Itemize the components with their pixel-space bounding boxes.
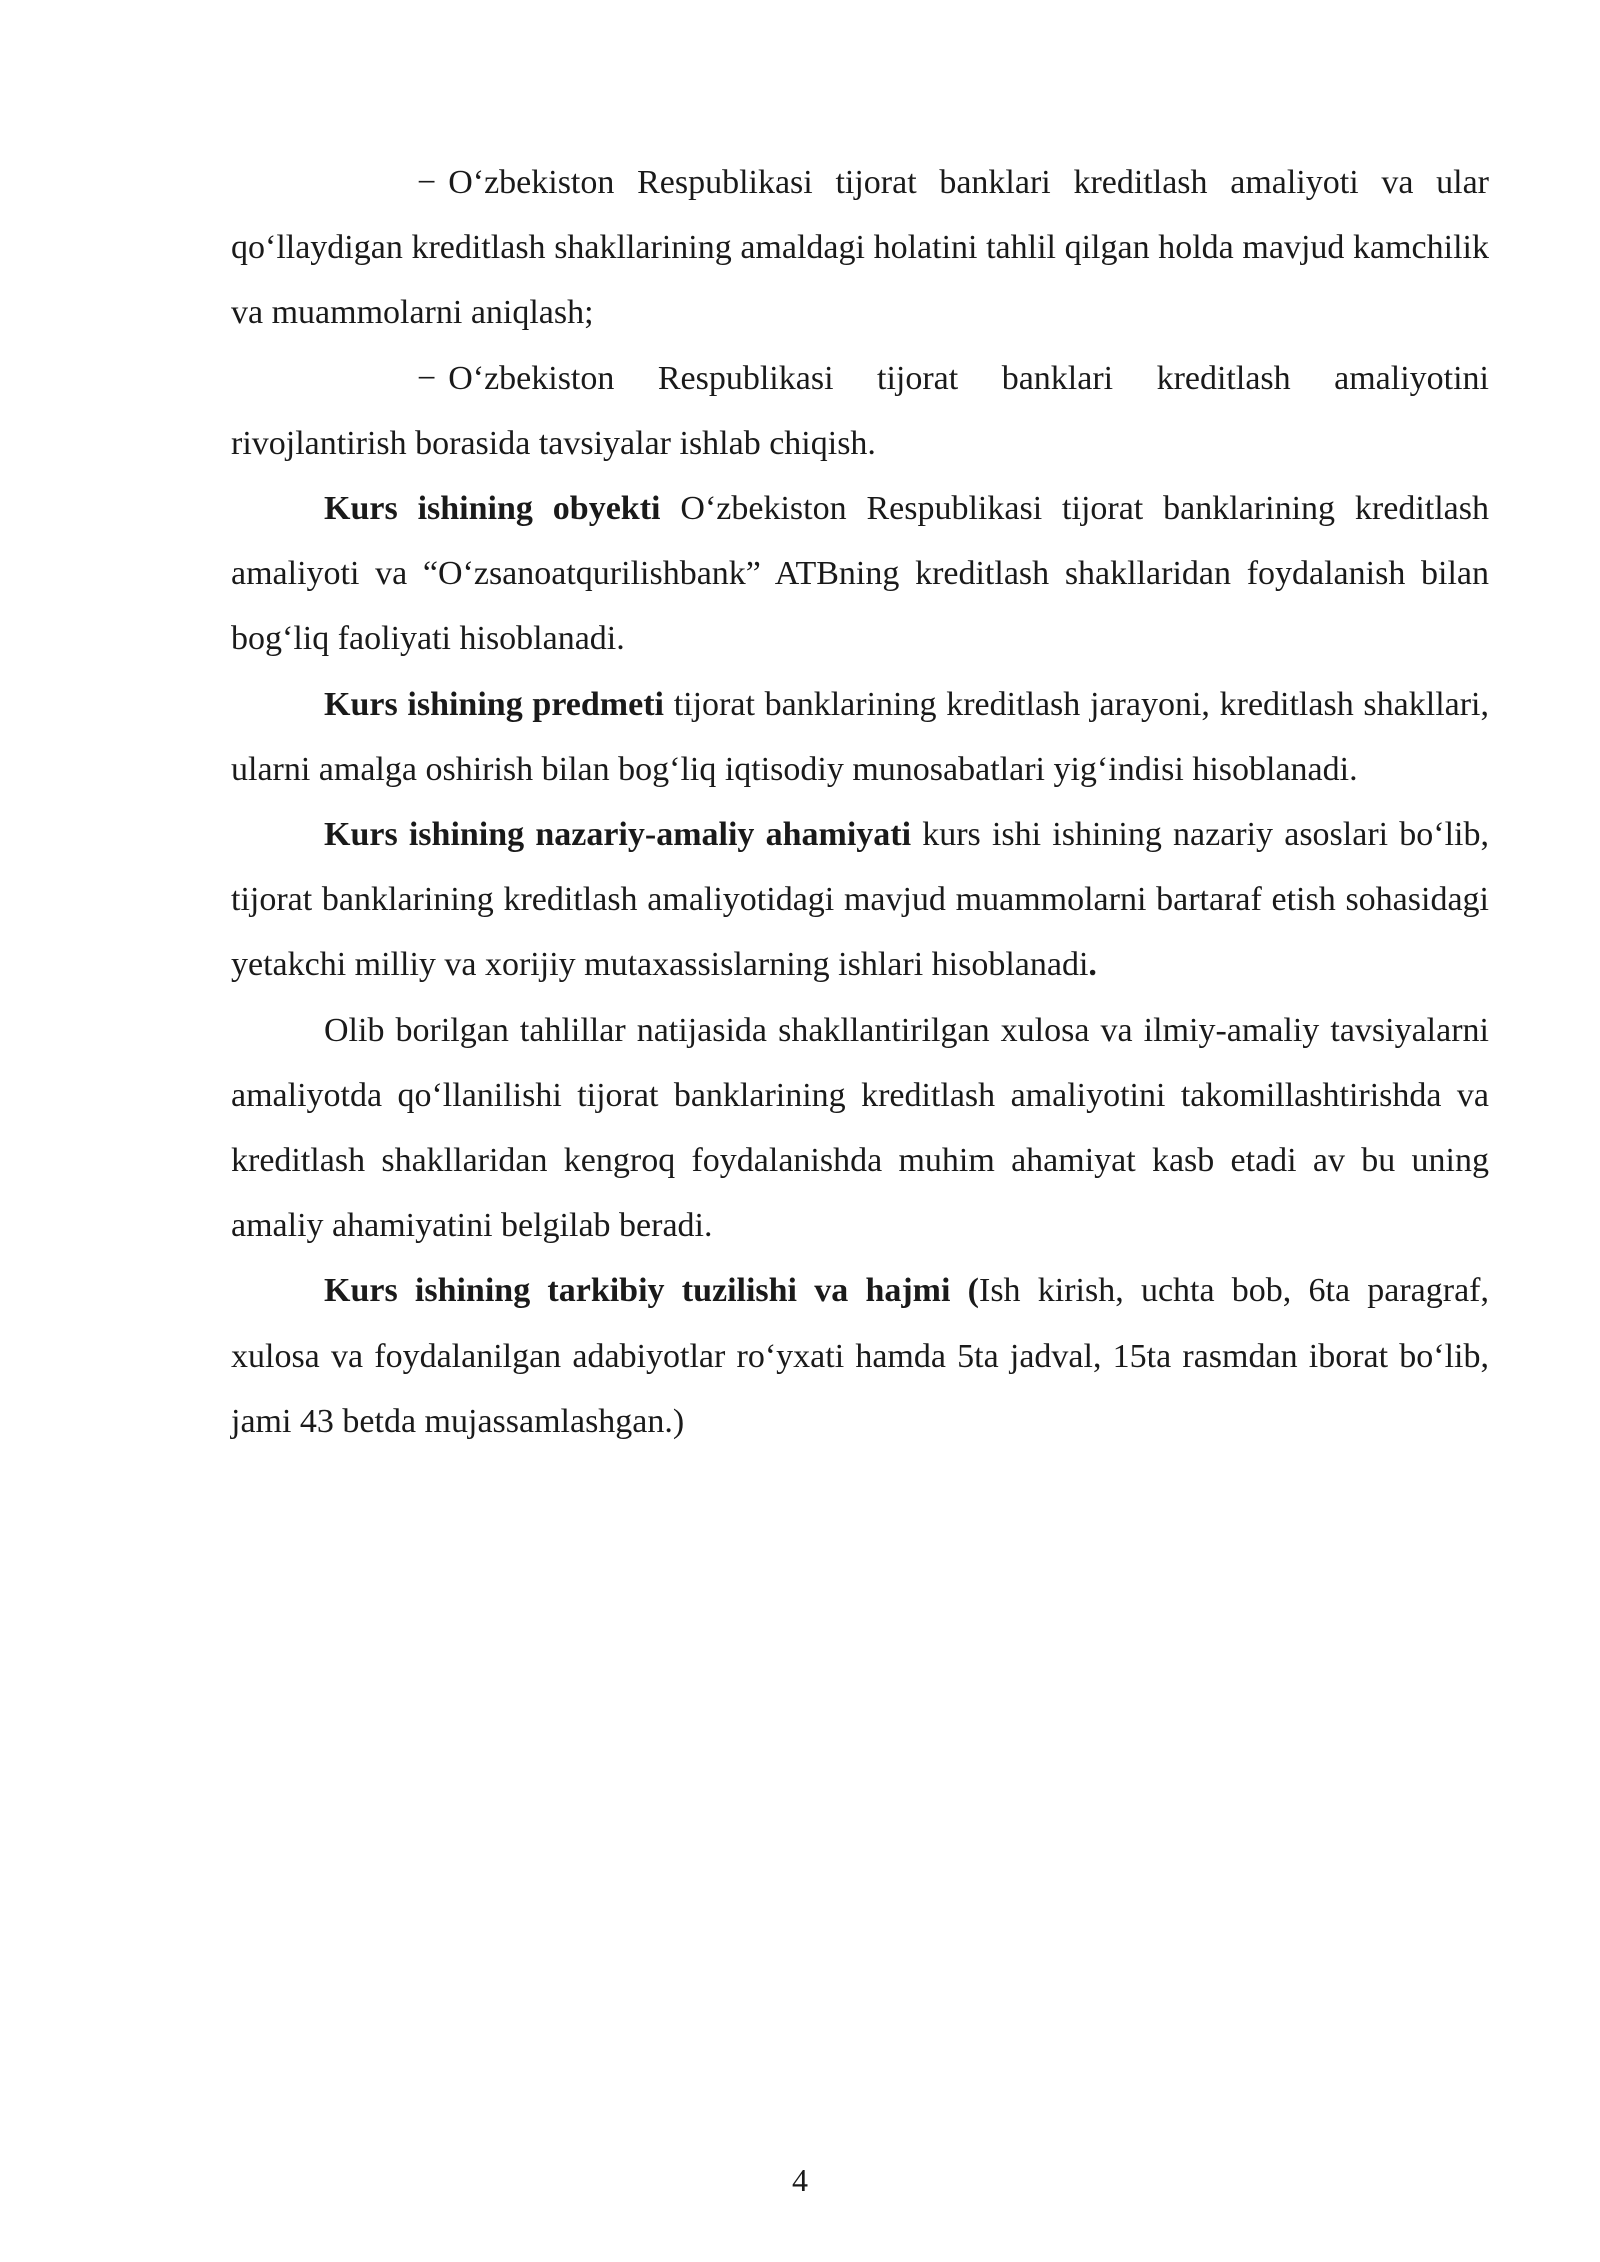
paragraph-heading: Kurs ishining tarkibiy tuzilishi va hajmi ( [324, 1272, 979, 1310]
page-number: 4 [792, 2162, 808, 2198]
paragraph-end-period: . [1088, 946, 1097, 984]
paragraph-heading: Kurs ishining predmeti [324, 685, 664, 723]
paragraph-subject [231, 672, 1489, 802]
paragraph-text: Olib borilgan tahlillar natijasida shakllantirilgan xulosa va ilmiy-amaliy tavsiyalarni amaliyotda qo‘llanilishi tijorat banklarining kreditlash amaliyotini takomillashtirishda va kreditlash shakllaridan kengroq foydalanishda muhim ahamiyat kasb etadi av bu uning amaliy ahamiyatini belgilab beradi. [231, 1011, 1489, 1245]
bullet-text: O‘zbekiston Respublikasi tijorat banklari kreditlash amaliyotini rivojlantirish borasida tavsiyalar ishlab chiqish. [231, 359, 1489, 462]
paragraph-heading: Kurs ishining obyekti [324, 490, 661, 528]
page-body [231, 150, 1489, 1454]
paragraph-text: O‘zbekiston Respublikasi tijorat banklarining kreditlash amaliyoti va “O‘zsanoatqurilishbank” ATBning kreditlash shakllaridan foydalanish bilan bog‘liq faoliyati hisoblanadi. [231, 490, 1489, 658]
bullet-item-1 [231, 150, 1489, 346]
paragraph-results [231, 998, 1489, 1259]
bullet-text: O‘zbekiston Respublikasi tijorat banklari kreditlash amaliyoti va ular qo‘llaydigan kreditlash shakllarining amaldagi holatini tahlil qilgan holda mavjud kamchilik va muammolarni aniqlash; [231, 164, 1489, 332]
paragraph-significance [231, 802, 1489, 998]
dash-marker: − [417, 359, 437, 397]
dash-marker: − [417, 164, 437, 201]
bullet-item-2 [231, 346, 1489, 476]
paragraph-text: kurs ishi ishining nazariy asoslari bo‘lib, tijorat banklarining kreditlash amaliyotidagi mavjud muammolarni bartaraf etish sohasidagi yetakchi milliy va xorijiy mutaxassislarning ishlari hisoblanadi [231, 816, 1489, 984]
paragraph-text: tijorat banklarining kreditlash jarayoni, kreditlash shakllari, ularni amalga oshirish bilan bog‘liq iqtisodiy munosabatlari yig‘indisi hisoblanadi. [231, 685, 1489, 788]
paragraph-heading: Kurs ishining nazariy-amaliy ahamiyati [324, 816, 912, 854]
paragraph-object [231, 476, 1489, 672]
paragraph-structure [231, 1258, 1489, 1454]
paragraph-text: Ish kirish, uchta bob, 6ta paragraf, xulosa va foydalanilgan adabiyotlar ro‘yxati hamda 5ta jadval, 15ta rasmdan iborat bo‘lib, jami 43 betda mujassamlashgan.) [231, 1272, 1490, 1440]
